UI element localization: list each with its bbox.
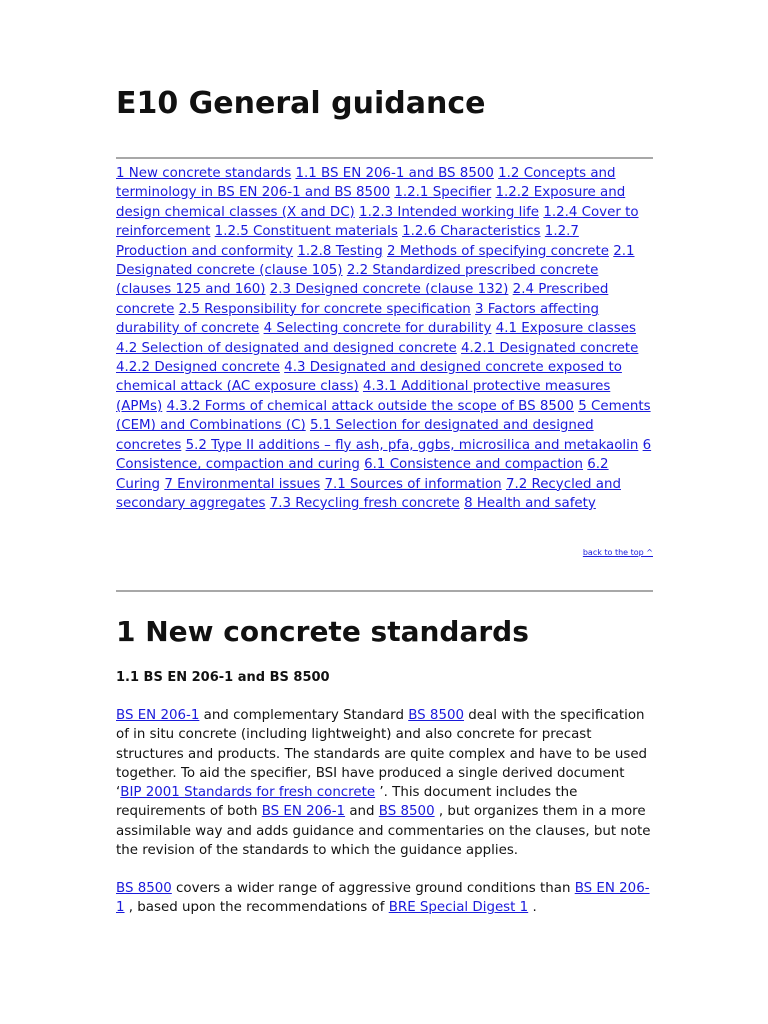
toc-link[interactable]: 4.3 Designated and designed concrete exposed to chemical attack (AC exposure class) [116, 360, 622, 395]
paragraph-text: covers a wider range of aggressive ground conditions than [171, 881, 575, 896]
toc-link[interactable]: 5.2 Type II additions – fly ash, pfa, ggbs, microsilica and metakaolin [185, 437, 639, 453]
paragraph-text: deal with the specification of in situ concrete (including lightweight) and also concrete for precast structures and products. The standards are quite complex and have to be used together. To aid the specifier, BSI have produced a single derived document ‘ [116, 708, 648, 801]
toc-link[interactable]: 1.2 Concepts and terminology in BS EN 206-1 and BS 8500 [116, 166, 616, 201]
toc-link[interactable]: 1.2.5 Constituent materials [214, 224, 398, 240]
toc-link[interactable]: 4.2.1 Designated concrete [461, 340, 639, 356]
toc-link[interactable]: 6 Consistence, compaction and curing [116, 437, 652, 473]
toc-link[interactable]: 7.1 Sources of information [324, 476, 502, 492]
link-bs-en-206-1[interactable]: BS EN 206-1 [116, 881, 650, 916]
link-bs-8500[interactable]: BS 8500 [116, 881, 172, 896]
toc-link[interactable]: 4.3.2 Forms of chemical attack outside the scope of BS 8500 [166, 398, 574, 414]
back-to-top-link[interactable]: back to the top ^ [582, 548, 653, 557]
toc-link[interactable]: 4.2.2 Designed concrete [116, 360, 280, 376]
toc-link[interactable]: 2.1 Designated concrete (clause 105) [116, 243, 635, 279]
link-bs-8500[interactable]: BS 8500 [378, 804, 435, 820]
toc-link[interactable]: 4.2 Selection of designated and designed concrete [116, 340, 457, 356]
paragraph-text: ’. This document includes the requirements of both [116, 785, 578, 820]
toc-link[interactable]: 4 Selecting concrete for durability [263, 321, 492, 337]
toc-link[interactable]: 7.3 Recycling fresh concrete [269, 495, 460, 511]
toc-link[interactable]: 4.1 Exposure classes [495, 321, 636, 337]
paragraph-text: , but organizes them in a more assimilable way and adds guidance and commentaries on the clauses, but note the revision of the standards to which the guidance applies. [116, 804, 651, 859]
toc-link[interactable]: 1.2.1 Specifier [394, 185, 492, 201]
toc-link[interactable]: 6.2 Curing [116, 457, 609, 492]
toc-link[interactable]: 2 Methods of specifying concrete [387, 243, 609, 259]
link-bip-2001[interactable]: BIP 2001 Standards for fresh concrete [120, 785, 376, 801]
divider [116, 157, 653, 159]
paragraph-text: , based upon the recommendations of [124, 900, 389, 916]
toc-link[interactable]: 1.2.2 Exposure and design chemical classes (X and DC) [116, 185, 626, 220]
toc-link[interactable]: 1.2.4 Cover to reinforcement [116, 204, 639, 240]
link-bs-en-206-1[interactable]: BS EN 206-1 [116, 708, 200, 723]
toc-link[interactable]: 5.1 Selection for designated and designed concretes [116, 418, 594, 453]
toc-link[interactable]: 2.4 Prescribed concrete [116, 282, 609, 317]
toc-link[interactable]: 4.3.1 Additional protective measures (APMs) [116, 379, 611, 414]
toc-link[interactable]: 3 Factors affecting durability of concrete [116, 301, 600, 337]
toc-link[interactable]: 8 Health and safety [464, 495, 596, 511]
toc-link[interactable]: 5 Cements (CEM) and Combinations (C) [116, 398, 651, 434]
toc-link[interactable]: 2.5 Responsibility for concrete specification [178, 301, 471, 317]
table-of-contents [116, 164, 653, 513]
toc-link[interactable]: 7.2 Recycled and secondary aggregates [116, 476, 621, 511]
subsection-title: 1.1 BS EN 206-1 and BS 8500 [116, 670, 330, 685]
link-bre-special-digest-1[interactable]: BRE Special Digest 1 [388, 900, 529, 916]
paragraph-text: . [528, 900, 537, 916]
paragraph-text: and [345, 804, 379, 820]
divider [116, 590, 653, 592]
toc-link[interactable]: 1.2.6 Characteristics [402, 224, 541, 240]
toc-link[interactable]: 1.2.3 Intended working life [359, 204, 540, 220]
toc-link[interactable]: 2.2 Standardized prescribed concrete (clauses 125 and 160) [116, 263, 599, 298]
toc-link[interactable]: 6.1 Consistence and compaction [364, 457, 584, 473]
toc-link[interactable]: 1 New concrete standards [116, 166, 292, 181]
paragraph-text: and complementary Standard [199, 708, 409, 723]
toc-link[interactable]: 7 Environmental issues [164, 476, 321, 492]
toc-link[interactable]: 1.1 BS EN 206-1 and BS 8500 [295, 166, 494, 181]
toc-link[interactable]: 1.2.8 Testing [297, 243, 383, 259]
section-title: 1 New concrete standards [116, 615, 529, 648]
paragraph-2 [116, 879, 653, 918]
paragraph-1 [116, 706, 653, 860]
page-title: E10 General guidance [116, 86, 486, 121]
link-bs-en-206-1[interactable]: BS EN 206-1 [261, 804, 346, 820]
link-bs-8500[interactable]: BS 8500 [408, 708, 465, 723]
toc-link[interactable]: 1.2.7 Production and conformity [116, 224, 579, 259]
toc-link[interactable]: 2.3 Designed concrete (clause 132) [269, 282, 509, 298]
